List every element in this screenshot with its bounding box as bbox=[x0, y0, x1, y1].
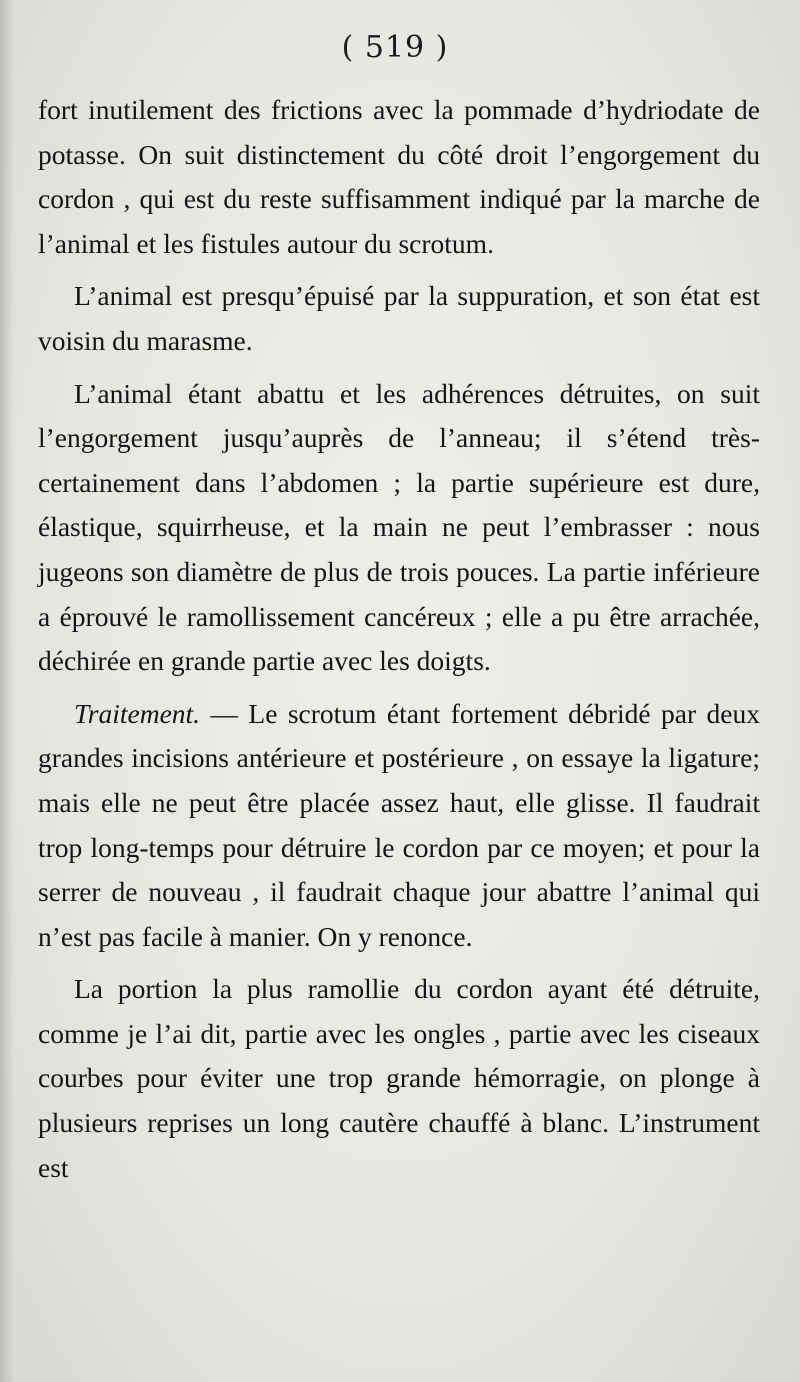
paragraph-3: L’animal étant abattu et les adhérences détruites, on suit l’engorgement jusqu’auprès de l’anneau; il s’étend très-certainement dans l’abdomen ; la partie supérieure est dure, élastique, squirrheuse, et la main ne peut l’embrasser : nous jugeons son diamètre de plus de trois pouces. La partie inférieure a éprouvé le ramollissement cancéreux ; elle a pu être arrachée, déchirée en grande partie avec les doigts. bbox=[38, 377, 760, 677]
paragraph-2: L’animal est presqu’épuisé par la suppuration, et son état est voisin du marasme. bbox=[38, 280, 760, 356]
paragraph-4-body: — Le scrotum étant fortement débridé par deux grandes incisions antérieure et postérieure , on essaye la ligature; mais elle ne peut être placée assez haut, elle glisse. Il faudrait trop long-temps pour détruire le cordon par ce moyen; et pour la serrer de nouveau , il faudrait chaque jour abattre l’animal qui n’est pas facile à manier. On y renonce. bbox=[38, 697, 760, 952]
paragraph-5: La portion la plus ramollie du cordon ayant été détruite, comme je l’ai dit, partie avec les ongles , partie avec les ciseaux courbes pour éviter une trop grande hémorragie, on plonge à plusieurs reprises un long cautère chauffé à blanc. L’instrument est bbox=[38, 973, 760, 1183]
body-text bbox=[38, 88, 760, 1190]
section-label-traitement: Traitement. bbox=[74, 697, 201, 729]
page-edge-shadow bbox=[0, 0, 14, 1382]
paragraph-1: fort inutilement des frictions avec la pommade d’hydriodate de potasse. On suit distinctement du côté droit l’engorgement du cordon , qui est du reste suffisamment indiqué par la marche de l’animal et les fistules autour du scrotum. bbox=[38, 94, 760, 259]
page-number: ( 519 ) bbox=[341, 30, 449, 65]
paragraph-4 bbox=[38, 692, 760, 960]
